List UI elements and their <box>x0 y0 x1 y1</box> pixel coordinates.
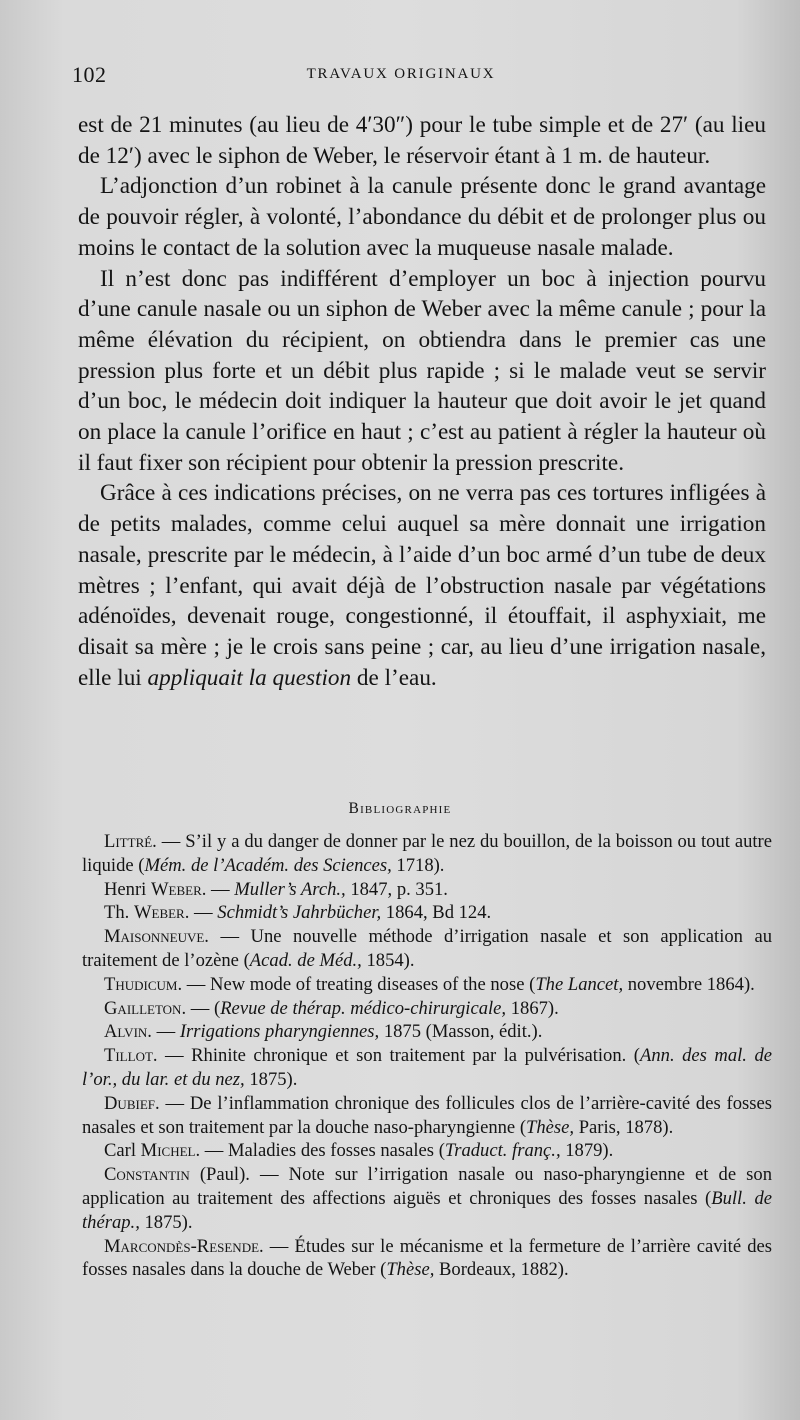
entry-source: Schmidt’s Jahrbücher, <box>217 902 382 924</box>
entry-text: 1847, p. 351. <box>345 878 448 900</box>
entry-source: Bull. de thérap., <box>82 1187 772 1233</box>
entry-source: Ann. des mal. de l’or., du lar. et du nez, <box>82 1045 772 1090</box>
paragraph-text: de l’eau. <box>351 664 437 691</box>
entry-source: Muller’s Arch., <box>234 878 346 900</box>
entry-text: — ( <box>186 997 221 1019</box>
page-number: 102 <box>72 62 107 87</box>
entry-author: Thudicum. <box>104 973 183 995</box>
entry-source: Revue de thérap. médico-chirurgicale, <box>220 997 507 1019</box>
bibliography-entry <box>82 1092 772 1140</box>
entry-text: — <box>189 902 218 924</box>
entry-text: — New mode of treating diseases of the nose ( <box>182 973 536 995</box>
entry-text: 1879). <box>560 1140 614 1162</box>
entry-text: — Rhinite chronique et son traitement par la pulvérisation. ( <box>157 1045 640 1067</box>
entry-author: Tillot. <box>104 1045 158 1067</box>
bibliography-entry <box>82 830 772 878</box>
entry-source: The Lancet, <box>535 973 624 995</box>
entry-author: Constantin <box>104 1164 190 1186</box>
entry-author: Maisonneuve. <box>104 926 209 948</box>
entry-source: Thèse, <box>386 1259 435 1281</box>
bibliography-entry <box>82 1139 772 1163</box>
entry-text: — Études sur le mécanisme et la fermeture de l’arrière cavité des fosses nasales dans la douche de Weber ( <box>82 1235 772 1281</box>
entry-source: Irrigations pharyngiennes, <box>179 1021 380 1043</box>
bibliography-entry <box>82 901 772 925</box>
entry-text: 1875). <box>139 1211 193 1233</box>
entry-author: Alvin. <box>104 1021 152 1043</box>
bibliography-entry <box>82 1044 772 1092</box>
entry-author: Weber. <box>133 902 190 924</box>
entry-text: — Une nouvelle méthode d’irrigation nasale et son application au traitement de l’ozène ( <box>82 926 772 971</box>
bibliography-entry <box>82 973 772 997</box>
entry-source: Mém. de l’Académ. des Sciences, <box>144 854 392 876</box>
bibliography-entry <box>82 925 772 973</box>
bibliography-entry <box>82 997 772 1021</box>
entry-text: — S’il y a du danger de donner par le nez du bouillon, de la boisson ou tout autre liquide ( <box>82 831 772 876</box>
entry-prefix: Th. <box>104 902 134 924</box>
entry-text: novembre 1864). <box>623 973 755 995</box>
entry-source: Acad. de Méd., <box>249 949 362 971</box>
bibliography-list <box>82 830 772 1282</box>
paragraph-text: Grâce à ces indications précises, on ne verra pas ces tortures infligées à de petits malades, comme celui auquel sa mère donnait une irrigation nasale, prescrite par le médecin, à l’aide d’un boc armé d’un tube de deux mètres ; l’enfant, qui avait déjà de l’obstruction nasale par végétations adénoïdes, devenait rouge, congestionné, il étouffait, il asphyxiait, me disait sa mère ; je le crois sans peine ; car, au lieu d’une irrigation nasale, elle lui <box>78 480 766 691</box>
page-header <box>72 62 730 92</box>
entry-source: Thèse, <box>526 1116 575 1138</box>
bibliography-entry <box>82 1020 772 1044</box>
paragraph: est de 21 minutes (au lieu de 4′30″) pour le tube simple et de 27′ (au lieu de 12′) avec le siphon de Weber, le réservoir étant à 1 m. de hauteur. <box>78 112 766 169</box>
entry-text: — <box>151 1021 180 1043</box>
entry-author: Weber. <box>150 878 207 900</box>
entry-prefix: Henri <box>104 878 151 900</box>
bibliography-title: Bibliographie <box>348 800 452 817</box>
paragraph <box>78 478 766 693</box>
entry-author: Dubief. <box>104 1092 160 1114</box>
entry-text: Paris, 1878). <box>574 1116 674 1138</box>
running-head: TRAVAUX ORIGINAUX <box>306 66 496 82</box>
entry-author: Michel. <box>140 1140 201 1162</box>
paragraph-italic: appliquait la question <box>147 664 352 691</box>
main-text <box>78 110 766 693</box>
entry-text: 1718). <box>391 854 445 876</box>
entry-text: 1875). <box>244 1068 298 1090</box>
entry-author: Marcondès-Resende. <box>104 1235 264 1257</box>
entry-text: — <box>206 878 235 900</box>
entry-text: 1854). <box>361 949 415 971</box>
paragraph: Il n’est donc pas indifférent d’employer un boc à injection pourvu d’une canule nasale ou un siphon de Weber avec la même canule ; pour la même élévation du récipient, on obtiendra dans le premier cas une pression plus forte et un débit plus rapide ; si le malade veut se servir d’un boc, le médecin doit indiquer la hauteur que doit avoir le jet quand on place la canule l’orifice en haut ; c’est au patient à régler la hauteur où il faut fixer son récipient pour obtenir la pression prescrite. <box>78 265 766 476</box>
entry-text: — De l’inflammation chronique des follicules clos de l’arrière-cavité des fosses nasales et son traitement par la douche naso-pharyngienne ( <box>82 1092 772 1138</box>
entry-author: Littré. <box>104 831 157 852</box>
entry-text: 1875 (Masson, édit.). <box>379 1021 543 1043</box>
entry-author: Gailleton. <box>104 997 187 1019</box>
entry-text: Bordeaux, 1882). <box>434 1259 569 1281</box>
bibliography-entry <box>82 878 772 902</box>
paragraph: L’adjonction d’un robinet à la canule présente donc le grand avantage de pouvoir régler, à volonté, l’abondance du débit et de prolonger plus ou moins le contact de la solution avec la muqueuse nasale malade. <box>78 173 766 261</box>
bibliography-entry <box>82 1163 772 1234</box>
entry-text: 1864, Bd 124. <box>381 902 492 924</box>
entry-prefix: Carl <box>104 1140 141 1162</box>
entry-source: Traduct. franç., <box>444 1140 561 1162</box>
entry-text: — Maladies des fosses nasales ( <box>200 1140 445 1162</box>
bibliography-entry <box>82 1235 772 1283</box>
entry-text: (Paul). — Note sur l’irrigation nasale ou naso-pharyngienne et de son application au traitement des affections aiguës et chroniques des fosses nasales ( <box>82 1164 772 1209</box>
entry-text: 1867). <box>506 997 559 1019</box>
